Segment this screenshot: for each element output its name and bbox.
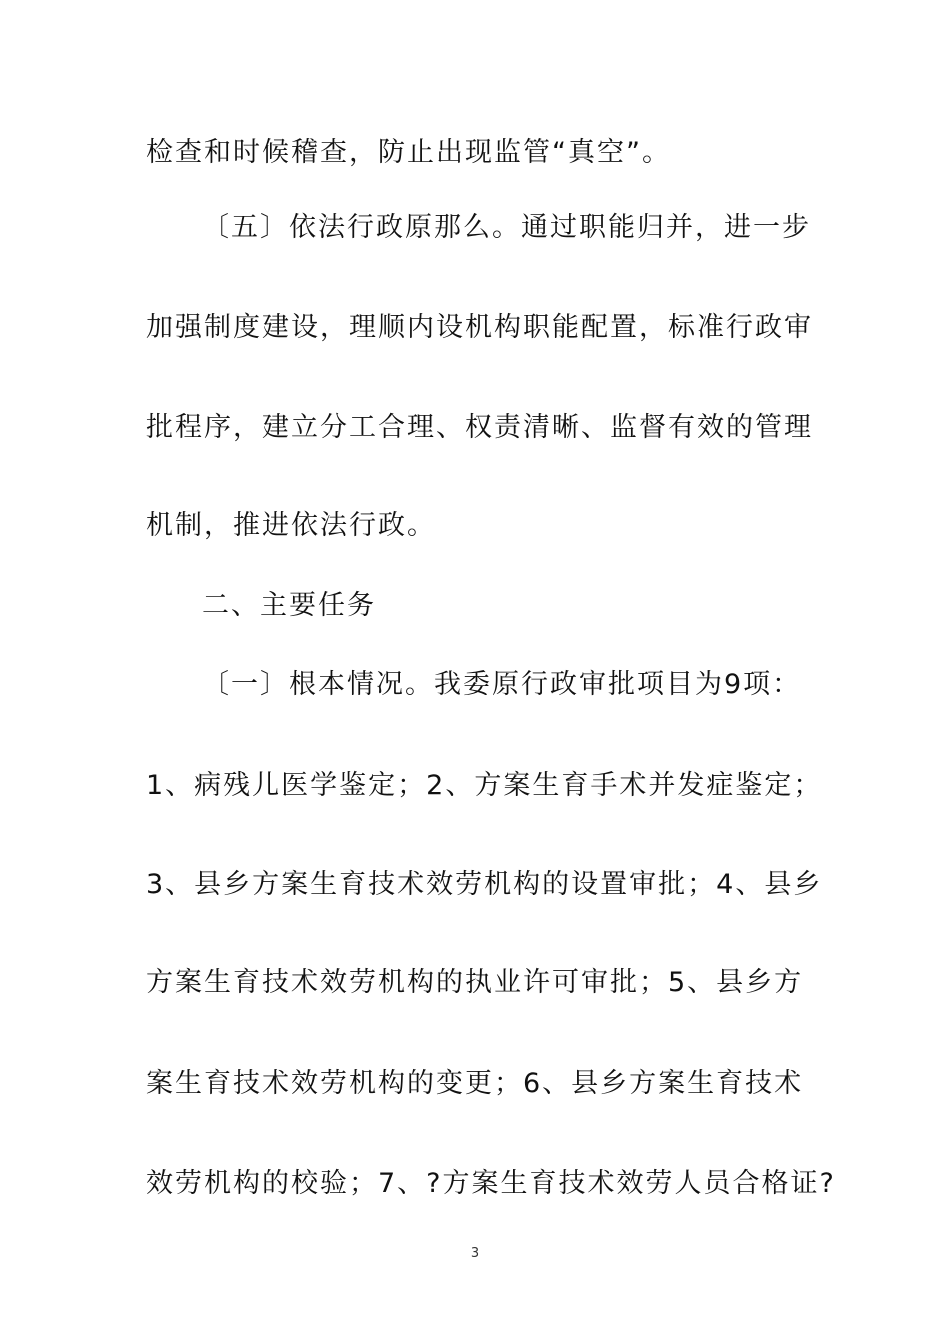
paragraph-line: 加强制度建设，理顺内设机构职能配置，标准行政审: [146, 312, 813, 343]
paragraph-line: 〔一〕根本情况。我委原行政审批项目为9项：: [202, 669, 802, 700]
paragraph-line: 方案生育技术效劳机构的执业许可审批；5、县乡方: [146, 967, 804, 998]
paragraph-line: 案生育技术效劳机构的变更；6、县乡方案生育技术: [146, 1068, 804, 1099]
paragraph-line: 批程序，建立分工合理、权责清晰、监督有效的管理: [146, 412, 813, 443]
paragraph-line: 效劳机构的校验；7、?方案生育技术效劳人员合格证?: [146, 1168, 836, 1199]
paragraph-line: 〔五〕依法行政原那么。通过职能归并，进一步: [202, 212, 811, 243]
paragraph-line: 检查和时候稽查，防止出现监管“真空”。: [146, 137, 671, 168]
paragraph-line: 机制，推进依法行政。: [146, 510, 436, 541]
section-heading: 二、主要任务: [202, 590, 376, 621]
paragraph-line: 1、病残儿医学鉴定；2、方案生育手术并发症鉴定；: [146, 770, 823, 801]
paragraph-line: 3、县乡方案生育技术效劳机构的设置审批；4、县乡: [146, 869, 823, 900]
page-number: 3: [470, 1246, 480, 1261]
